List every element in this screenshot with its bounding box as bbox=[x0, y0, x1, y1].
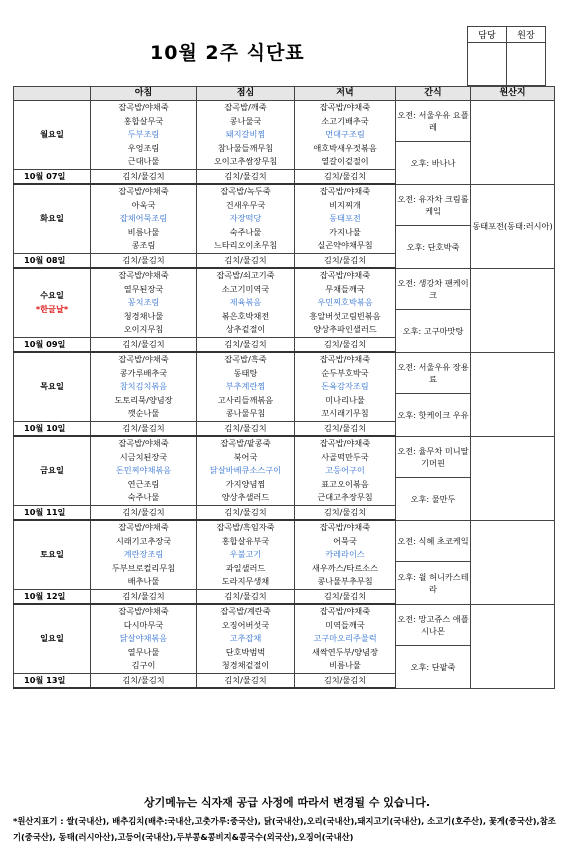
dinner-item: 고등어구이 bbox=[295, 464, 396, 478]
lunch-item: 김치/물김치 bbox=[197, 421, 295, 436]
lunch-item: 김치/물김치 bbox=[197, 337, 295, 352]
dinner-item: 잡곡밥/야채죽 bbox=[295, 268, 396, 283]
day-cell bbox=[14, 520, 91, 589]
lunch-item: 자장떡당 bbox=[197, 212, 295, 226]
change-notice: 상기메뉴는 식자재 공급 사정에 따라서 변경될 수 있습니다. bbox=[143, 796, 430, 809]
origin-cell bbox=[471, 604, 555, 688]
header-day bbox=[14, 87, 91, 101]
lunch-item: 건새우무국 bbox=[197, 199, 295, 213]
dinner-item: 표고오이볶음 bbox=[295, 478, 396, 492]
lunch-item: 돼지갈비찜 bbox=[197, 128, 295, 142]
breakfast-item: 다시마무국 bbox=[91, 619, 197, 633]
day-cell bbox=[14, 184, 91, 253]
breakfast-item: 잡곡밥/야채죽 bbox=[91, 268, 197, 283]
lunch-item: 잡곡밥/녹두죽 bbox=[197, 184, 295, 199]
day-cell bbox=[14, 101, 91, 170]
snack-morning: 오전: 서울우유 요플레 bbox=[396, 101, 471, 142]
breakfast-item: 김치/물김치 bbox=[91, 421, 197, 436]
breakfast-item: 콩조림 bbox=[91, 239, 197, 253]
dinner-item: 비름나물 bbox=[295, 659, 396, 673]
origin-cell bbox=[471, 268, 555, 352]
header-dinner: 저녁 bbox=[295, 87, 396, 101]
lunch-item: 볶은호박채전 bbox=[197, 310, 295, 324]
breakfast-item: 깻순나물 bbox=[91, 407, 197, 421]
date-cell: 10월 13일 bbox=[14, 673, 91, 688]
dinner-item: 가지나물 bbox=[295, 226, 396, 240]
dinner-item: 먼대구조림 bbox=[295, 128, 396, 142]
snack-afternoon: 오후: 바나나 bbox=[396, 142, 471, 185]
lunch-item: 우불고기 bbox=[197, 548, 295, 562]
dinner-item: 고구마오리주물럭 bbox=[295, 632, 396, 646]
breakfast-item: 김구이 bbox=[91, 659, 197, 673]
breakfast-item: 오이지무침 bbox=[91, 323, 197, 337]
day-name: 월요일 bbox=[40, 129, 64, 139]
lunch-item: 북어국 bbox=[197, 451, 295, 465]
dinner-item: 잡곡밥/야채죽 bbox=[295, 101, 396, 115]
origin-cell: 동태포전(동태:러시아) bbox=[471, 184, 555, 268]
header-lunch: 점심 bbox=[197, 87, 295, 101]
dinner-item: 잡곡밥/야채죽 bbox=[295, 436, 396, 451]
holiday-note: *한글날* bbox=[35, 303, 69, 314]
director-label: 원장 bbox=[507, 27, 546, 43]
breakfast-item: 콩가루배추국 bbox=[91, 367, 197, 381]
breakfast-item: 김치/물김치 bbox=[91, 169, 197, 184]
day-name: 수요일 bbox=[40, 290, 64, 301]
breakfast-item: 김치/물김치 bbox=[91, 589, 197, 604]
breakfast-item: 참치김치볶음 bbox=[91, 380, 197, 394]
staff-sign-box bbox=[468, 43, 507, 86]
lunch-item: 도라지무생채 bbox=[197, 575, 295, 589]
dinner-item: 김치/물김치 bbox=[295, 589, 396, 604]
breakfast-item: 잡곡밥/야채죽 bbox=[91, 101, 197, 115]
lunch-item: 잡곡밥/깨죽 bbox=[197, 101, 295, 115]
breakfast-item: 잡곡밥/야채죽 bbox=[91, 352, 197, 367]
menu-row bbox=[14, 436, 555, 451]
breakfast-item: 두부브로컬리무침 bbox=[91, 562, 197, 576]
menu-table bbox=[13, 86, 555, 689]
dinner-item: 잡곡밥/야채죽 bbox=[295, 184, 396, 199]
breakfast-item: 김치/물김치 bbox=[91, 253, 197, 268]
origin-cell bbox=[471, 436, 555, 520]
breakfast-item: 열무된장국 bbox=[91, 283, 197, 297]
lunch-item: 김치/물김치 bbox=[197, 253, 295, 268]
breakfast-item: 청경채나물 bbox=[91, 310, 197, 324]
breakfast-item: 김치/물김치 bbox=[91, 673, 197, 688]
dinner-item: 김치/물김치 bbox=[295, 505, 396, 520]
lunch-item: 단호박범벅 bbox=[197, 646, 295, 660]
header-snack: 간식 bbox=[396, 87, 471, 101]
lunch-item: 숙주나물 bbox=[197, 226, 295, 240]
breakfast-item: 두부조림 bbox=[91, 128, 197, 142]
snack-afternoon: 오후: 물만두 bbox=[396, 478, 471, 521]
origin-cell bbox=[471, 520, 555, 604]
lunch-item: 오징어버섯국 bbox=[197, 619, 295, 633]
date-cell: 10월 09일 bbox=[14, 337, 91, 352]
lunch-item: 동태탕 bbox=[197, 367, 295, 381]
dinner-item: 무채들깨국 bbox=[295, 283, 396, 297]
lunch-item: 과일샐러드 bbox=[197, 562, 295, 576]
snack-afternoon: 오후: 단팥죽 bbox=[396, 646, 471, 689]
lunch-item: 참나물들깨무침 bbox=[197, 142, 295, 156]
day-name: 토요일 bbox=[40, 549, 64, 559]
breakfast-item: 닭살야채볶음 bbox=[91, 632, 197, 646]
breakfast-item: 연근조림 bbox=[91, 478, 197, 492]
lunch-item: 잡곡밥/팥콩죽 bbox=[197, 436, 295, 451]
breakfast-item: 잡곡밥/야채죽 bbox=[91, 184, 197, 199]
date-cell: 10월 10일 bbox=[14, 421, 91, 436]
breakfast-item: 근대나물 bbox=[91, 155, 197, 169]
menu-row bbox=[14, 184, 555, 199]
approval-box bbox=[467, 26, 546, 86]
dinner-item: 새우까스/타르소스 bbox=[295, 562, 396, 576]
lunch-item: 고사리들깨볶음 bbox=[197, 394, 295, 408]
staff-label: 담당 bbox=[468, 27, 507, 43]
date-cell: 10월 12일 bbox=[14, 589, 91, 604]
page-title: 10월 2주 식단표 bbox=[150, 42, 305, 64]
lunch-item: 잡곡밥/흑죽 bbox=[197, 352, 295, 367]
snack-afternoon: 오후: 윌 허니카스테라 bbox=[396, 562, 471, 605]
snack-afternoon: 오후: 고구마맛탕 bbox=[396, 310, 471, 353]
day-name: 화요일 bbox=[40, 213, 64, 223]
breakfast-item: 도토리묵/양념장 bbox=[91, 394, 197, 408]
day-name: 목요일 bbox=[40, 381, 64, 391]
dinner-item: 김치/물김치 bbox=[295, 673, 396, 688]
dinner-item: 새싹연두부/양념장 bbox=[295, 646, 396, 660]
dinner-item: 돈육감자조림 bbox=[295, 380, 396, 394]
lunch-item: 홍합살유부국 bbox=[197, 535, 295, 549]
dinner-item: 콩나물부추무침 bbox=[295, 575, 396, 589]
dinner-item: 동태포전 bbox=[295, 212, 396, 226]
date-cell: 10월 08일 bbox=[14, 253, 91, 268]
lunch-item: 고추잡채 bbox=[197, 632, 295, 646]
breakfast-item: 김치/물김치 bbox=[91, 337, 197, 352]
breakfast-item: 계란장조림 bbox=[91, 548, 197, 562]
snack-morning: 오전: 유자차 크림롤케잌 bbox=[396, 184, 471, 226]
dinner-item: 김치/물김치 bbox=[295, 253, 396, 268]
lunch-item: 김치/물김치 bbox=[197, 589, 295, 604]
day-cell bbox=[14, 268, 91, 337]
lunch-item: 청경채겉절이 bbox=[197, 659, 295, 673]
breakfast-item: 배추나물 bbox=[91, 575, 197, 589]
snack-morning: 오전: 망고쥬스 애플시나몬 bbox=[396, 604, 471, 646]
dinner-item: 근대고추장무침 bbox=[295, 491, 396, 505]
breakfast-item: 잡채어묵조림 bbox=[91, 212, 197, 226]
dinner-item: 양상추파인샐러드 bbox=[295, 323, 396, 337]
dinner-item: 우민찌호박볶음 bbox=[295, 296, 396, 310]
day-name: 일요일 bbox=[40, 633, 64, 643]
lunch-item: 상추겉절이 bbox=[197, 323, 295, 337]
snack-morning: 오전: 율무차 미니딸기머핀 bbox=[396, 436, 471, 478]
dinner-item: 카레라이스 bbox=[295, 548, 396, 562]
day-cell bbox=[14, 436, 91, 505]
dinner-item: 잡곡밥/야채죽 bbox=[295, 520, 396, 535]
lunch-item: 콩나물국 bbox=[197, 115, 295, 129]
breakfast-item: 꽁치조림 bbox=[91, 296, 197, 310]
breakfast-item: 홍합살무국 bbox=[91, 115, 197, 129]
lunch-item: 잡곡밥/계란죽 bbox=[197, 604, 295, 619]
dinner-item: 미나리나물 bbox=[295, 394, 396, 408]
dinner-item: 김치/물김치 bbox=[295, 421, 396, 436]
lunch-item: 김치/물김치 bbox=[197, 673, 295, 688]
lunch-item: 부추계란찜 bbox=[197, 380, 295, 394]
dinner-item: 잡곡밥/야채죽 bbox=[295, 604, 396, 619]
header-row bbox=[14, 87, 555, 101]
day-cell bbox=[14, 604, 91, 673]
dinner-item: 꼬시래기무침 bbox=[295, 407, 396, 421]
menu-row bbox=[14, 268, 555, 283]
breakfast-item: 시래기고추장국 bbox=[91, 535, 197, 549]
breakfast-item: 아욱국 bbox=[91, 199, 197, 213]
dinner-item: 애호박새우젓볶음 bbox=[295, 142, 396, 156]
dinner-item: 잡곡밥/야채죽 bbox=[295, 352, 396, 367]
dinner-item: 열갈이겉절이 bbox=[295, 155, 396, 169]
lunch-item: 닭살바베큐소스구이 bbox=[197, 464, 295, 478]
snack-morning: 오전: 식혜 초코케잌 bbox=[396, 520, 471, 562]
day-name: 금요일 bbox=[40, 465, 64, 475]
lunch-item: 김치/물김치 bbox=[197, 169, 295, 184]
menu-row bbox=[14, 352, 555, 367]
dinner-item: 순두부호박국 bbox=[295, 367, 396, 381]
dinner-item: 사골떡만두국 bbox=[295, 451, 396, 465]
origin-cell bbox=[471, 352, 555, 436]
lunch-item: 제육볶음 bbox=[197, 296, 295, 310]
dinner-item: 소고기배추국 bbox=[295, 115, 396, 129]
date-cell: 10월 11일 bbox=[14, 505, 91, 520]
breakfast-item: 비름나물 bbox=[91, 226, 197, 240]
breakfast-item: 김치/물김치 bbox=[91, 505, 197, 520]
date-cell: 10월 07일 bbox=[14, 169, 91, 184]
breakfast-item: 열무나물 bbox=[91, 646, 197, 660]
snack-afternoon: 오후: 핫케이크 우유 bbox=[396, 394, 471, 437]
lunch-item: 오이고추쌈장무침 bbox=[197, 155, 295, 169]
dinner-item: 김치/물김치 bbox=[295, 337, 396, 352]
dinner-item: 김치/물김치 bbox=[295, 169, 396, 184]
snack-afternoon: 오후: 단호박죽 bbox=[396, 226, 471, 269]
breakfast-item: 숙주나물 bbox=[91, 491, 197, 505]
header-breakfast: 아침 bbox=[91, 87, 197, 101]
lunch-item: 잡곡밥/흑임자죽 bbox=[197, 520, 295, 535]
menu-body bbox=[14, 101, 555, 689]
day-cell bbox=[14, 352, 91, 421]
menu-row bbox=[14, 520, 555, 535]
breakfast-item: 우엉조림 bbox=[91, 142, 197, 156]
director-sign-box bbox=[507, 43, 546, 86]
origin-cell bbox=[471, 101, 555, 185]
snack-morning: 오전: 서울우유 장용료 bbox=[396, 352, 471, 394]
dinner-item: 미역들깨국 bbox=[295, 619, 396, 633]
lunch-item: 소고기미역국 bbox=[197, 283, 295, 297]
dinner-item: 어묵국 bbox=[295, 535, 396, 549]
breakfast-item: 시금치된장국 bbox=[91, 451, 197, 465]
dinner-item: 실곤약야채무침 bbox=[295, 239, 396, 253]
menu-row bbox=[14, 101, 555, 115]
breakfast-item: 돈민찌야채볶음 bbox=[91, 464, 197, 478]
origin-note: *원산지표기 : 쌀(국내산), 배추김치(배추:국내산,고춧가루:중국산), 닭(국내산),오리(국내산),돼지고기(국내산), 소고기(호주산), 꽃게(중국산),참조기(중국산), 동태(러시아산),고등어(국내산),두부콩&콩비지&콩국수(외국산),오징어(국내산) bbox=[13, 816, 556, 842]
lunch-item: 잡곡밥/쇠고기죽 bbox=[197, 268, 295, 283]
dinner-item: 비지찌개 bbox=[295, 199, 396, 213]
lunch-item: 양상추샐러드 bbox=[197, 491, 295, 505]
breakfast-item: 잡곡밥/야채죽 bbox=[91, 520, 197, 535]
dinner-item: 흥알버섯고림빈볶음 bbox=[295, 310, 396, 324]
snack-morning: 오전: 생강차 팬케이크 bbox=[396, 268, 471, 310]
breakfast-item: 잡곡밥/야채죽 bbox=[91, 436, 197, 451]
lunch-item: 콩나물무침 bbox=[197, 407, 295, 421]
lunch-item: 가지양념찜 bbox=[197, 478, 295, 492]
menu-row bbox=[14, 604, 555, 619]
header-origin: 원산지 bbox=[471, 87, 555, 101]
lunch-item: 느타리오이초무침 bbox=[197, 239, 295, 253]
lunch-item: 김치/물김치 bbox=[197, 505, 295, 520]
breakfast-item: 잡곡밥/야채죽 bbox=[91, 604, 197, 619]
